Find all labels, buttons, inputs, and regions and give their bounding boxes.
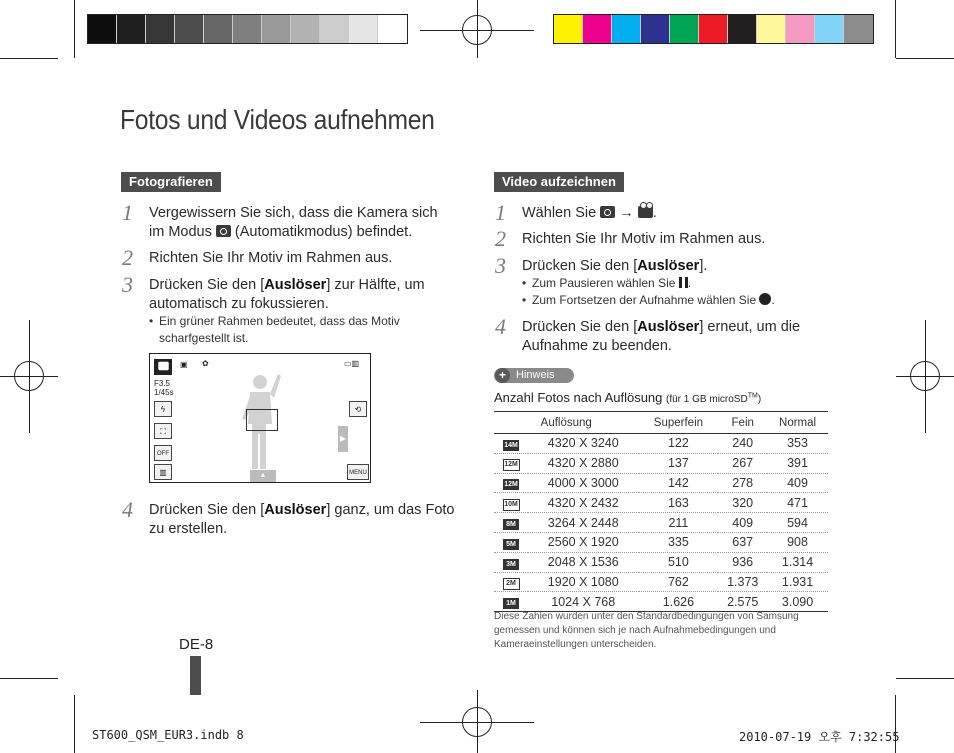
resolution-icon-cell [494,513,528,533]
registration-mark-line [29,320,30,433]
resolution-table [494,411,828,612]
step-text: Drücken Sie den [ [522,258,638,274]
trademark: TM [747,392,758,400]
hinweis-label: Hinweis [516,369,555,381]
color-swatch [728,15,757,43]
step-number: 3 [495,253,506,278]
superfein-cell: 122 [639,434,719,454]
step-text: Wählen Sie [522,205,597,221]
fein-cell: 1.373 [718,572,767,592]
note-text: . [687,276,692,290]
normal-cell: 594 [767,513,828,533]
table-row [494,453,828,473]
step-number: 1 [122,200,133,225]
color-swatch [291,15,320,43]
step-number: 4 [122,497,133,522]
footnote: Diese Zahlen wurden unter den Standardbedingungen von Samsung gemessen und können sich je nach Aufnahmebedingungen und Kameraeinstellungen unterscheiden. [494,611,799,650]
color-swatch [815,15,844,43]
step-4 [149,501,459,539]
col-header: Superfein [639,412,719,434]
note-focus: • Ein grüner Rahmen bedeutet, dass das Motiv scharfgestellt ist. [159,313,439,347]
table-row [494,434,828,454]
note-resume [532,292,832,309]
section-tab-video: Video aufzeichnen [494,172,624,192]
col-header: Fein [718,412,767,434]
resolution-icon: 3M [503,559,519,570]
color-swatch [670,15,699,43]
superfein-cell: 510 [639,552,719,572]
normal-cell: 409 [767,473,828,493]
pause-icon [679,277,688,288]
resolution-icon-cell [494,552,528,572]
fein-cell: 2.575 [718,592,767,612]
resolution-icon-cell [494,532,528,552]
step-text: (Automatikmodus) befindet. [234,224,413,240]
color-swatch [757,15,786,43]
note-text: Zum Fortsetzen der Aufnahme wählen Sie [532,293,757,307]
superfein-cell: 163 [639,493,719,513]
step-number: 2 [122,245,133,270]
col-header: Normal [767,412,828,434]
normal-cell: 3.090 [767,592,828,612]
color-swatch [204,15,233,43]
superfein-cell: 1.626 [639,592,719,612]
color-swatch [349,15,378,43]
color-swatch [554,15,583,43]
note-text: . [771,293,775,307]
registration-mark-line [477,690,478,753]
normal-cell: 471 [767,493,828,513]
step-1 [149,204,449,242]
resolution-icon-cell [494,473,528,493]
color-swatch [320,15,349,43]
shutter-key-label: Auslöser [264,502,327,518]
record-icon [759,293,771,305]
step-text: Drücken Sie den [ [149,502,265,518]
crop-mark [0,678,58,679]
resolution-icon-cell [494,434,528,454]
superfein-cell: 762 [639,572,719,592]
table-row [494,513,828,533]
step-text: ] erneut, um die Aufnahme zu beenden. [522,319,801,354]
normal-cell: 908 [767,532,828,552]
color-swatch [612,15,641,43]
resolution-cell: 4320 X 2880 [528,453,639,473]
normal-cell: 391 [767,453,828,473]
color-swatch [378,15,407,43]
focus-frame [246,409,278,431]
shutter-key-label: Auslöser [637,258,700,274]
color-swatch [583,15,612,43]
table-row [494,532,828,552]
aperture-value: F3.5 [154,379,171,388]
resolution-cell: 1920 X 1080 [528,572,639,592]
resolution-icon-cell [494,572,528,592]
focus-button[interactable]: ⛶ [154,423,172,439]
slug-timestamp: 2010-07-19 오후 7:32:55 [739,730,900,744]
camera-screen [149,353,371,483]
crop-mark [74,0,75,58]
arrow-glyph: → [619,205,634,221]
resolution-icon-cell [494,453,528,473]
fein-cell: 637 [718,532,767,552]
step-text: ]. [699,258,708,274]
process-color-bar [553,14,874,44]
hinweis-badge [494,368,574,383]
superfein-cell: 335 [639,532,719,552]
shutter-key-label: Auslöser [637,319,700,335]
step-text: ] zur Hälfte, um automatisch zu fokussieren. [149,277,425,312]
fein-cell: 240 [718,434,767,454]
superfein-cell: 137 [639,453,719,473]
fein-cell: 278 [718,473,767,493]
crop-mark [74,695,75,753]
resolution-icon: 12M [504,481,518,489]
slug-file: ST600_QSM_EUR3.indb 8 [92,728,244,742]
fein-cell: 267 [718,453,767,473]
step-text: . [652,205,657,221]
resolution-icon-cell [494,493,528,513]
step-number: 2 [495,226,506,251]
table-title [494,390,761,405]
registration-mark-line [925,320,926,433]
color-swatch [844,15,873,43]
step-2: Richten Sie Ihr Motiv im Rahmen aus. [149,250,393,266]
size-indicator: ▣ [180,360,188,369]
flash-button[interactable]: ϟ [154,401,172,417]
step-text: Drücken Sie den [ [522,319,638,335]
crop-mark [896,58,954,59]
resolution-icon: 1M [503,598,519,609]
resolution-cell: 4320 X 2432 [528,493,639,513]
note-pause [532,275,832,292]
note-text: Zum Pausieren wählen Sie [532,276,676,290]
video-camera-icon [638,206,653,218]
table-row [494,473,828,493]
table-header-row [494,412,828,434]
step-text: ] ganz, um das Foto zu erstellen. [149,502,455,537]
color-swatch [262,15,291,43]
superfein-cell: 211 [639,513,719,533]
color-swatch [233,15,262,43]
step-3 [522,257,822,276]
mode-button[interactable]: ⟲ [349,401,367,417]
crop-mark [895,0,896,58]
step-text: Drücken Sie den [ [149,277,265,293]
side-arrow-button[interactable]: ▶ [338,426,348,452]
table-row [494,493,828,513]
color-swatch [699,15,728,43]
table-row [494,552,828,572]
macro-icon: ✿ [202,359,209,368]
table-subtitle [666,394,761,405]
bottom-arrow-button[interactable]: ▲ [250,470,276,482]
normal-cell: 1.931 [767,572,828,592]
resolution-icon: 2M [503,578,520,590]
resolution-icon-cell [494,592,528,612]
timer-button[interactable]: OFF [154,445,172,461]
table-subtitle-text: (für 1 GB microSD [666,394,748,405]
grayscale-color-bar [87,14,408,44]
camera-icon [216,225,231,237]
battery-icon: ▭▥ [344,359,360,368]
resolution-cell: 4320 X 3240 [528,434,639,454]
step-text: Vergewissern Sie sich, dass die Kamera sich im Modus [149,205,438,240]
step-number: 3 [122,272,133,297]
resolution-cell: 3264 X 2448 [528,513,639,533]
fein-cell: 409 [718,513,767,533]
camera-icon [600,206,615,218]
col-header: Auflösung [494,412,639,434]
normal-cell: 353 [767,434,828,454]
table-row [494,572,828,592]
resolution-cell: 4000 X 3000 [528,473,639,493]
table-title-text: Anzahl Fotos nach Auflösung [494,390,663,405]
resolution-cell: 2048 X 1536 [528,552,639,572]
shutter-value: 1/45s [154,388,174,397]
step-4 [522,318,822,356]
step-number: 1 [495,200,506,225]
registration-mark-line [477,0,478,58]
step-1 [522,204,822,223]
color-swatch [88,15,117,43]
resolution-icon: 14M [504,441,518,449]
resolution-icon: 12M [503,459,520,471]
resolution-icon: 5M [503,539,519,550]
resolution-icon: 8M [503,519,519,530]
table-subtitle-close: ) [757,394,762,405]
crop-mark [0,58,58,59]
step-number: 4 [495,314,506,339]
color-swatch [641,15,670,43]
superfein-cell: 142 [639,473,719,493]
crop-mark [896,678,954,679]
resolution-cell: 2560 X 1920 [528,532,639,552]
color-swatch [117,15,146,43]
color-swatch [146,15,175,43]
plus-icon: + [495,368,510,383]
menu-button[interactable]: MENU [347,464,369,480]
resolution-icon: 10M [503,499,520,511]
camera-mode-icon [154,359,172,375]
color-swatch [786,15,815,43]
page-title: Fotos und Videos aufnehmen [120,104,435,135]
size-button[interactable]: ▥ [154,464,172,480]
step-2: Richten Sie Ihr Motiv im Rahmen aus. [522,231,766,247]
resolution-cell: 1024 X 768 [528,592,639,612]
page-number: DE-8 [179,636,214,653]
normal-cell: 1.314 [767,552,828,572]
step-3 [149,276,449,314]
table-row [494,592,828,612]
page-tab [190,656,201,695]
color-swatch [175,15,204,43]
fein-cell: 320 [718,493,767,513]
shutter-key-label: Auslöser [264,277,327,293]
fein-cell: 936 [718,552,767,572]
section-tab-fotografieren: Fotografieren [121,172,221,192]
